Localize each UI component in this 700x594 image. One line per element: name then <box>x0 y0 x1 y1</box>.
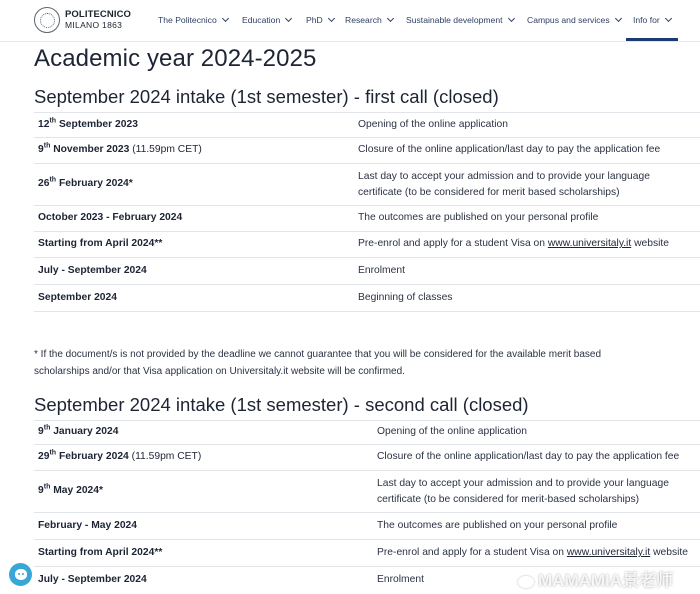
chevron-down-icon <box>615 15 622 22</box>
event-cell: Enrolment <box>377 574 424 585</box>
chevron-down-icon <box>507 15 514 22</box>
date-cell: July - September 2024 <box>38 574 147 585</box>
event-cell: Pre-enrol and apply for a student Visa on www.universitaly.it website <box>358 238 669 249</box>
date-cell: 9th May 2024* <box>38 483 104 496</box>
watermark-text: MAMAMIA景老师 <box>538 571 674 590</box>
table-row <box>34 112 700 138</box>
logo-subtitle: MILANO 1863 <box>65 20 123 30</box>
table-row <box>34 285 700 312</box>
event-cell: Last day to accept your admission and to provide your language certificate (to be considered for merit based scholarships) <box>358 171 650 198</box>
date-cell: 9th January 2024 <box>38 424 119 437</box>
section-title-second-call: September 2024 intake (1st semester) - second call (closed) <box>34 394 529 415</box>
table-row <box>34 471 700 513</box>
date-cell: 26th February 2024* <box>38 176 133 189</box>
nav-item-research[interactable] <box>345 15 393 25</box>
table-row <box>34 420 700 445</box>
active-nav-indicator <box>626 38 678 41</box>
event-cell: Opening of the online application <box>377 426 527 437</box>
chat-assistant-icon[interactable] <box>9 563 32 586</box>
event-cell: Pre-enrol and apply for a student Visa on www.universitaly.it website <box>377 547 688 558</box>
nav-label: Sustainable development <box>406 15 503 25</box>
politecnico-logo[interactable] <box>34 7 131 33</box>
nav-label: The Politecnico <box>158 15 217 25</box>
footnote-line: * If the document/s is not provided by the deadline we cannot guarantee that you will be considered for the available merit based <box>34 349 602 360</box>
nav-item-campus-and-services[interactable] <box>527 15 621 25</box>
nav-label: PhD <box>306 15 323 25</box>
date-cell: 9th November 2023 (11.59pm CET) <box>38 142 202 155</box>
date-cell: February - May 2024 <box>38 520 138 531</box>
nav-item-sustainable-development[interactable] <box>406 15 514 25</box>
chevron-down-icon <box>222 15 229 22</box>
date-cell: Starting from April 2024** <box>38 238 163 249</box>
table-row <box>34 164 700 206</box>
top-navigation <box>0 0 700 42</box>
nav-label: Research <box>345 15 382 25</box>
date-cell: 12th September 2023 <box>38 117 138 130</box>
university-seal-icon <box>34 7 60 33</box>
date-cell: October 2023 - February 2024 <box>38 212 183 223</box>
event-cell: Last day to accept your admission and to provide your language certificate (to be considered for merit-based scholarships) <box>377 478 669 505</box>
nav-item-education[interactable] <box>242 15 291 25</box>
nav-item-info-for[interactable] <box>633 15 671 25</box>
event-cell: Beginning of classes <box>358 292 453 303</box>
table-row <box>34 540 700 567</box>
event-cell: Closure of the online application/last day to pay the application fee <box>377 451 680 462</box>
table-row <box>34 258 700 285</box>
nav-label: Education <box>242 15 281 25</box>
watermark <box>518 566 673 591</box>
footnote-line: scholarships and/or that Visa application on Universitaly.it website will be confirmed. <box>34 366 405 377</box>
date-cell: 29th February 2024 (11.59pm CET) <box>38 449 202 462</box>
section-title-first-call: September 2024 intake (1st semester) - first call (closed) <box>34 86 499 107</box>
page-title: Academic year 2024-2025 <box>34 45 317 72</box>
chevron-down-icon <box>328 15 335 22</box>
nav-label: Info for <box>633 15 660 25</box>
chevron-down-icon <box>285 15 292 22</box>
date-cell: July - September 2024 <box>38 265 147 276</box>
event-cell: Enrolment <box>358 265 405 276</box>
chevron-down-icon <box>665 15 672 22</box>
date-cell: Starting from April 2024** <box>38 547 163 558</box>
universitaly-link[interactable]: www.universitaly.it <box>547 238 632 249</box>
event-cell: The outcomes are published on your personal profile <box>358 212 599 223</box>
assistant-face-icon <box>15 569 27 580</box>
logo-name: POLITECNICO <box>65 9 132 20</box>
weibo-icon <box>518 576 534 588</box>
chevron-down-icon <box>387 15 394 22</box>
event-cell: Opening of the online application <box>358 119 508 130</box>
nav-item-phd[interactable] <box>306 15 334 25</box>
table-row <box>34 138 700 164</box>
footnote <box>34 346 674 380</box>
nav-item-the-politecnico[interactable] <box>158 15 228 25</box>
event-cell: Closure of the online application/last day to pay the application fee <box>358 144 661 155</box>
logo-text <box>65 9 131 31</box>
table-row <box>34 206 700 232</box>
nav-label: Campus and services <box>527 15 610 25</box>
date-cell: September 2024 <box>38 292 117 303</box>
table-row <box>34 445 700 471</box>
table-row <box>34 513 700 540</box>
event-cell: The outcomes are published on your personal profile <box>377 520 618 531</box>
universitaly-link[interactable]: www.universitaly.it <box>566 547 651 558</box>
table-row <box>34 232 700 258</box>
